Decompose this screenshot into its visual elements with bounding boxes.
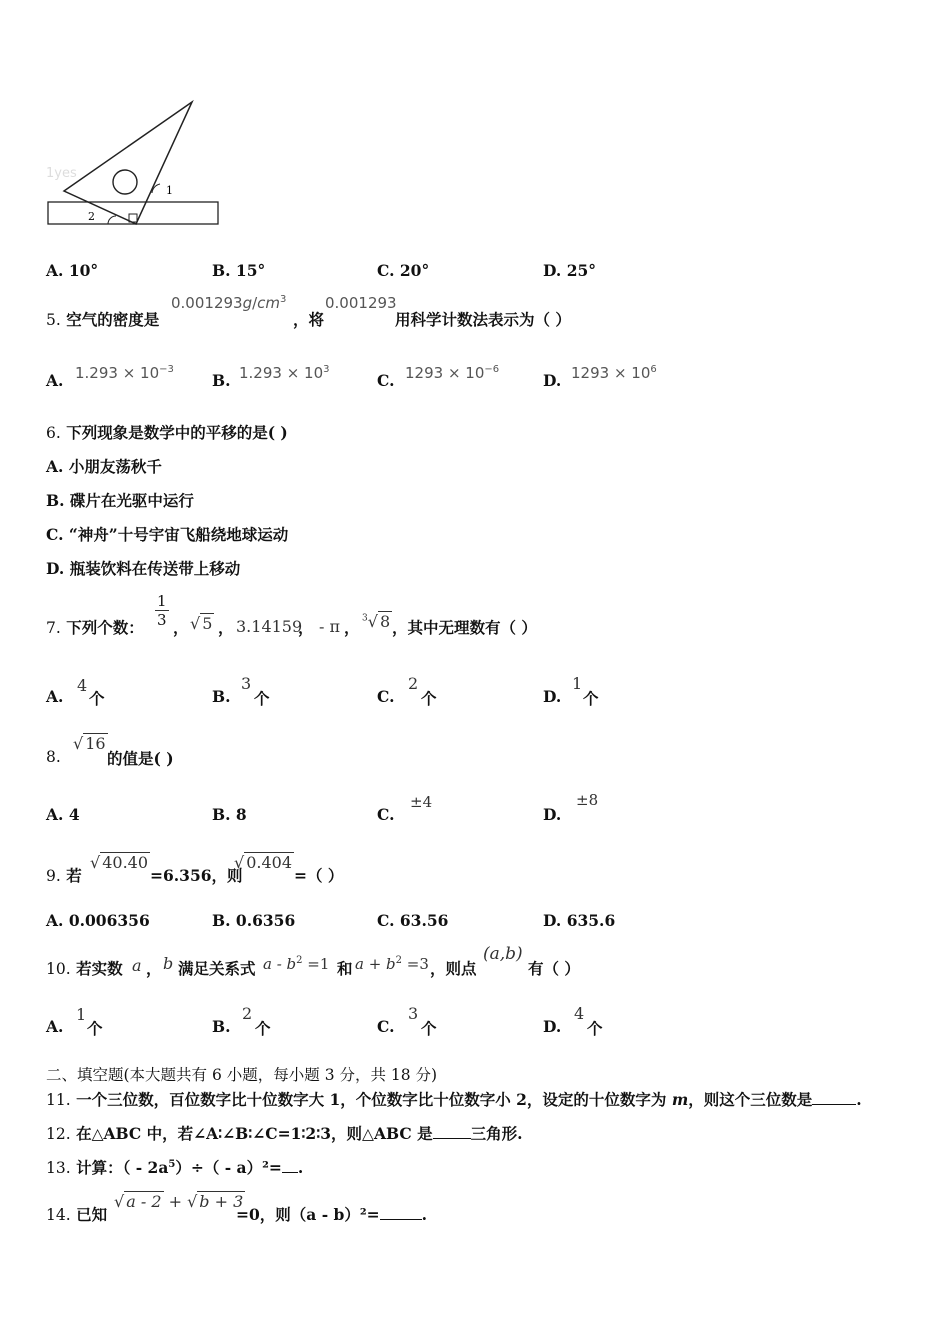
q8-sqrt16: √ 16 bbox=[73, 734, 106, 753]
q6-option-c[interactable]: C. “神舟”十号宇宙飞船绕地球运动 bbox=[46, 525, 289, 544]
angle-2-label: 2 bbox=[88, 210, 95, 223]
question-12: 12. 在△ABC 中，若∠A∶∠B∶∠C=1∶2∶3，则△ABC 是 三角形. bbox=[46, 1124, 523, 1143]
q7-fraction: $\frac{1}{3}$ bbox=[157, 592, 167, 629]
q14-answer-blank[interactable] bbox=[380, 1219, 422, 1220]
q7-option-c-unit: 个 bbox=[421, 689, 437, 708]
q8-option-d-value: ±8 bbox=[576, 791, 599, 809]
q5-option-c-value: $1293 \times 10^{-6}$ bbox=[405, 364, 500, 382]
q10-option-d[interactable]: D. bbox=[543, 1017, 562, 1036]
q4-option-c[interactable]: C. 20° bbox=[377, 261, 430, 280]
q7-sep-3: ， bbox=[298, 618, 314, 637]
watermark-text: 1yes bbox=[46, 166, 77, 181]
q6-option-a[interactable]: A. 小朋友荡秋千 bbox=[46, 457, 162, 476]
q10-and: 和 bbox=[337, 959, 353, 978]
q9-text-b: =6.356，则 bbox=[150, 866, 243, 885]
question-7: 7. 下列个数： bbox=[46, 618, 144, 637]
q9-option-b[interactable]: B. 0.6356 bbox=[212, 911, 296, 930]
q7-neg-pi: - π bbox=[319, 617, 341, 636]
q14-text-b: =0，则（a - b）²= . bbox=[236, 1205, 428, 1224]
section-2-title: 二、填空题(本大题共有 6 小题，每小题 3 分，共 18 分) bbox=[46, 1066, 438, 1084]
question-6: 6. 下列现象是数学中的平移的是( ) bbox=[46, 423, 288, 442]
q7-option-a[interactable]: A. bbox=[46, 687, 64, 706]
q8-option-c[interactable]: C. bbox=[377, 805, 395, 824]
q10-option-b[interactable]: B. bbox=[212, 1017, 231, 1036]
q9-sqrt-a: √ 40.40 bbox=[90, 853, 149, 872]
q8-option-d[interactable]: D. bbox=[543, 805, 562, 824]
q10-option-c-unit: 个 bbox=[421, 1019, 437, 1038]
question-14: 14. 已知 bbox=[46, 1205, 108, 1224]
q5-option-c[interactable]: C. bbox=[377, 371, 395, 390]
q7-option-d-unit: 个 bbox=[583, 689, 599, 708]
q7-sep-1: ， bbox=[173, 618, 189, 637]
q7-option-d[interactable]: D. bbox=[543, 687, 562, 706]
q10-option-a-unit: 个 bbox=[87, 1019, 103, 1038]
q5-option-d-value: $1293 \times 10^6$ bbox=[571, 364, 657, 382]
q10-option-b-unit: 个 bbox=[255, 1019, 271, 1038]
q6-option-d[interactable]: D. 瓶装饮料在传送带上移动 bbox=[46, 559, 241, 578]
q11-answer-blank[interactable] bbox=[812, 1104, 856, 1105]
q7-option-a-unit: 个 bbox=[89, 689, 105, 708]
q7-option-c-num: 2 bbox=[408, 674, 419, 693]
q10-text-d: 有（ ） bbox=[528, 959, 580, 978]
q5-option-d[interactable]: D. bbox=[543, 371, 562, 390]
q7-sep-2: ， bbox=[218, 618, 234, 637]
q7-cube-root: $^3$√ 8 bbox=[362, 612, 391, 631]
q9-option-a[interactable]: A. 0.006356 bbox=[46, 911, 150, 930]
question-5: 5. 空气的密度是 bbox=[46, 310, 160, 329]
q8-option-b[interactable]: B. 8 bbox=[212, 805, 247, 824]
q10-eq-1: $a - b^2 =1$ bbox=[263, 955, 330, 973]
q10-option-a-num: 1 bbox=[76, 1005, 87, 1024]
q4-option-b[interactable]: B. 15° bbox=[212, 261, 266, 280]
q9-option-c[interactable]: C. 63.56 bbox=[377, 911, 449, 930]
q10-option-d-num: 4 bbox=[574, 1004, 585, 1023]
q5-density: $0.001293g/cm^3$ bbox=[171, 294, 287, 312]
q8-option-a[interactable]: A. 4 bbox=[46, 805, 80, 824]
q6-option-b[interactable]: B. 碟片在光驱中运行 bbox=[46, 491, 194, 510]
q5-option-a-value: $1.293 \times 10^{-3}$ bbox=[75, 364, 174, 382]
q10-text-b: 满足关系式 bbox=[178, 959, 256, 978]
q7-sqrt5: √ 5 bbox=[190, 614, 213, 633]
q10-option-a[interactable]: A. bbox=[46, 1017, 64, 1036]
question-11: 11. 一个三位数，百位数字比十位数字大 1，个位数字比十位数字小 2，设定的十位数字为 m，则这个三位数是 . bbox=[46, 1090, 862, 1109]
q5-option-b-value: $1.293 \times 10^3$ bbox=[239, 364, 330, 382]
q13-answer-blank[interactable] bbox=[282, 1172, 298, 1173]
q5-text-c: 用科学计数法表示为（ ） bbox=[395, 310, 571, 329]
q5-option-b[interactable]: B. bbox=[212, 371, 231, 390]
q5-value: 0.001293 bbox=[325, 294, 397, 312]
q7-option-c[interactable]: C. bbox=[377, 687, 395, 706]
q10-option-b-num: 2 bbox=[242, 1004, 253, 1023]
q7-option-b-num: 3 bbox=[241, 674, 252, 693]
q5-option-a[interactable]: A. bbox=[46, 371, 64, 390]
q7-option-a-num: 4 bbox=[77, 676, 88, 695]
q5-text-b: ，将 bbox=[293, 310, 325, 329]
q8-option-c-value: ±4 bbox=[410, 793, 433, 811]
q10-option-d-unit: 个 bbox=[587, 1019, 603, 1038]
q10-option-c-num: 3 bbox=[408, 1004, 419, 1023]
q9-text-c: =（ ） bbox=[294, 866, 344, 885]
q14-radicals: √ a - 2 + √ b + 3 bbox=[114, 1192, 244, 1211]
angle-1-label: 1 bbox=[166, 184, 173, 197]
q4-option-d[interactable]: D. 25° bbox=[543, 261, 597, 280]
q7-option-d-num: 1 bbox=[572, 674, 583, 693]
q7-pi-approx: 3.14159 bbox=[236, 617, 303, 636]
question-10: 10. 若实数 bbox=[46, 959, 123, 978]
question-8-number: 8. bbox=[46, 748, 61, 766]
q8-text: 的值是( ) bbox=[107, 749, 174, 768]
q9-option-d[interactable]: D. 635.6 bbox=[543, 911, 616, 930]
q10-option-c[interactable]: C. bbox=[377, 1017, 395, 1036]
q4-option-a[interactable]: A. 10° bbox=[46, 261, 99, 280]
q10-var-a: a bbox=[132, 956, 142, 975]
q10-var-b: b bbox=[163, 954, 174, 973]
q7-option-b-unit: 个 bbox=[254, 689, 270, 708]
q12-answer-blank[interactable] bbox=[433, 1138, 471, 1139]
q7-option-b[interactable]: B. bbox=[212, 687, 231, 706]
q10-point: (a,b) bbox=[483, 944, 523, 964]
question-13: 13. 计算：（ - $2a^5)\div( - a)^2=$ . bbox=[46, 1158, 304, 1177]
q7-sep-4: ， bbox=[344, 618, 360, 637]
q10-sep: ， bbox=[146, 959, 162, 978]
q9-sqrt-b: √ 0.404 bbox=[234, 853, 293, 872]
q7-text-b: ，其中无理数有（ ） bbox=[392, 618, 537, 637]
q10-eq-2: $a + b^2 =3$ bbox=[355, 955, 429, 973]
triangle-ruler-figure bbox=[40, 95, 230, 230]
q10-text-c: ，则点 bbox=[430, 959, 477, 978]
question-9: 9. 若 bbox=[46, 866, 82, 885]
